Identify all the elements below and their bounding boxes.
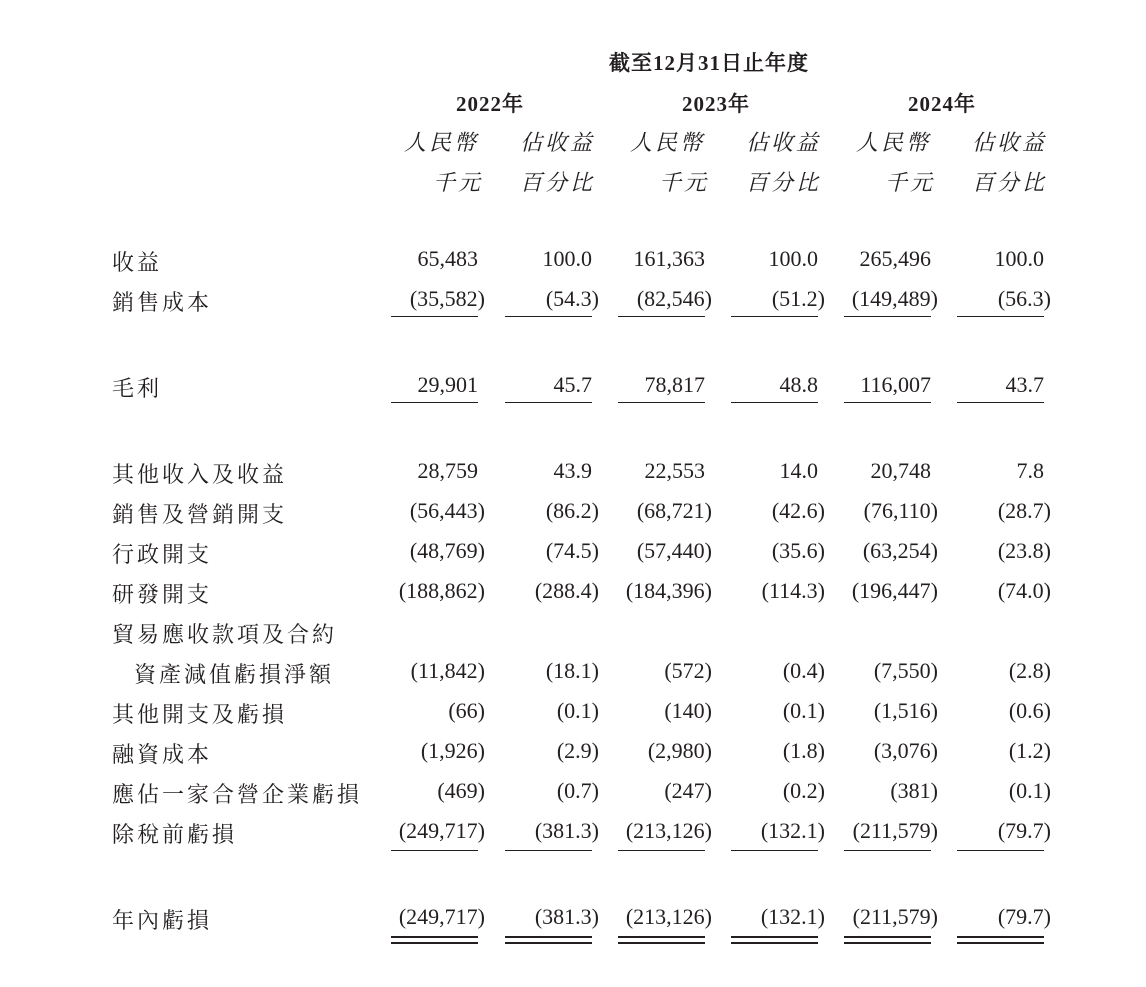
subheader-pct-2024: 佔收益 xyxy=(972,130,1048,155)
cell-other-expenses-col3: (140) xyxy=(664,698,712,723)
cell-cost-of-sales-col6: (56.3) xyxy=(997,286,1051,311)
cell-gross-profit-col4: 48.8 xyxy=(779,372,818,397)
cell-other-income-col1: 28,759 xyxy=(417,458,478,483)
double-underline-total xyxy=(957,936,1044,944)
underline-cost-of-sales xyxy=(618,316,705,317)
double-underline-total xyxy=(391,936,478,944)
cell-selling-expenses-col3: (68,721) xyxy=(636,498,712,523)
cell-impairment-net-col4: (0.4) xyxy=(782,658,825,683)
cell-other-expenses-col4: (0.1) xyxy=(782,698,825,723)
cell-loss-before-tax-col1: (249,717) xyxy=(398,818,485,843)
cell-rd-expenses-col5: (196,447) xyxy=(851,578,938,603)
subheader-currency-2022: 人民幣 xyxy=(404,130,480,155)
cell-impairment-net-col5: (7,550) xyxy=(873,658,938,683)
underline-loss-before-tax xyxy=(391,850,478,851)
cell-other-income-col3: 22,553 xyxy=(644,458,705,483)
underline-loss-before-tax xyxy=(505,850,592,851)
cell-impairment-net-col6: (2.8) xyxy=(1008,658,1051,683)
double-underline-total xyxy=(731,936,818,944)
underline-cost-of-sales xyxy=(957,316,1044,317)
subheader-percent-2024: 百分比 xyxy=(972,170,1048,195)
cell-loss-for-year-col6: (79.7) xyxy=(997,904,1051,929)
year-header-2024: 2024年 xyxy=(908,92,976,116)
cell-other-expenses-col1: (66) xyxy=(448,698,485,723)
cell-cost-of-sales-col4: (51.2) xyxy=(771,286,825,311)
cell-admin-expenses-col4: (35.6) xyxy=(771,538,825,563)
underline-cost-of-sales xyxy=(505,316,592,317)
subheader-unit-2022: 千元 xyxy=(433,170,484,195)
subheader-currency-2023: 人民幣 xyxy=(630,130,706,155)
cell-rd-expenses-col3: (184,396) xyxy=(625,578,712,603)
cell-other-income-col5: 20,748 xyxy=(870,458,931,483)
cell-selling-expenses-col2: (86.2) xyxy=(545,498,599,523)
cell-other-expenses-col5: (1,516) xyxy=(873,698,938,723)
cell-rd-expenses-col4: (114.3) xyxy=(761,578,825,603)
cell-selling-expenses-col1: (56,443) xyxy=(409,498,485,523)
cell-admin-expenses-col5: (63,254) xyxy=(862,538,938,563)
cell-admin-expenses-col2: (74.5) xyxy=(545,538,599,563)
row-label-selling-expenses: 銷售及營銷開支 xyxy=(112,502,288,527)
cell-gross-profit-col6: 43.7 xyxy=(1005,372,1044,397)
cell-jv-loss-col3: (247) xyxy=(664,778,712,803)
cell-loss-for-year-col5: (211,579) xyxy=(852,904,938,929)
subheader-pct-2023: 佔收益 xyxy=(746,130,822,155)
underline-gross-profit xyxy=(505,402,592,403)
cell-gross-profit-col3: 78,817 xyxy=(644,372,705,397)
cell-loss-before-tax-col3: (213,126) xyxy=(625,818,712,843)
underline-loss-before-tax xyxy=(618,850,705,851)
cell-rd-expenses-col6: (74.0) xyxy=(997,578,1051,603)
underline-gross-profit xyxy=(957,402,1044,403)
year-header-2023: 2023年 xyxy=(682,92,750,116)
subheader-unit-2024: 千元 xyxy=(885,170,936,195)
cell-impairment-net-col2: (18.1) xyxy=(545,658,599,683)
cell-gross-profit-col5: 116,007 xyxy=(860,372,931,397)
cell-revenue-col3: 161,363 xyxy=(633,246,705,271)
cell-revenue-col2: 100.0 xyxy=(542,246,592,271)
underline-gross-profit xyxy=(391,402,478,403)
double-underline-total xyxy=(618,936,705,944)
cell-admin-expenses-col6: (23.8) xyxy=(997,538,1051,563)
subheader-unit-2023: 千元 xyxy=(659,170,710,195)
cell-admin-expenses-col1: (48,769) xyxy=(409,538,485,563)
cell-loss-for-year-col2: (381.3) xyxy=(534,904,599,929)
row-label-loss-for-year: 年內虧損 xyxy=(112,908,213,933)
cell-selling-expenses-col4: (42.6) xyxy=(771,498,825,523)
cell-cost-of-sales-col1: (35,582) xyxy=(409,286,485,311)
cell-cost-of-sales-col3: (82,546) xyxy=(636,286,712,311)
cell-other-expenses-col6: (0.6) xyxy=(1008,698,1051,723)
cell-gross-profit-col1: 29,901 xyxy=(417,372,478,397)
subheader-currency-2024: 人民幣 xyxy=(856,130,932,155)
cell-selling-expenses-col6: (28.7) xyxy=(997,498,1051,523)
period-title: 截至12月31日止年度 xyxy=(609,51,809,75)
cell-jv-loss-col1: (469) xyxy=(437,778,485,803)
row-label-other-expenses: 其他開支及虧損 xyxy=(112,702,288,727)
cell-loss-before-tax-col2: (381.3) xyxy=(534,818,599,843)
cell-finance-costs-col1: (1,926) xyxy=(420,738,485,763)
cell-finance-costs-col5: (3,076) xyxy=(873,738,938,763)
row-label-impairment-net: 資產減值虧損淨額 xyxy=(134,662,335,687)
cell-admin-expenses-col3: (57,440) xyxy=(636,538,712,563)
cell-revenue-col6: 100.0 xyxy=(994,246,1044,271)
cell-loss-before-tax-col4: (132.1) xyxy=(760,818,825,843)
double-underline-total xyxy=(505,936,592,944)
double-underline-total xyxy=(844,936,931,944)
cell-finance-costs-col6: (1.2) xyxy=(1008,738,1051,763)
cell-revenue-col1: 65,483 xyxy=(417,246,478,271)
cell-other-income-col2: 43.9 xyxy=(553,458,592,483)
cell-impairment-net-col1: (11,842) xyxy=(410,658,485,683)
subheader-percent-2023: 百分比 xyxy=(746,170,822,195)
cell-cost-of-sales-col5: (149,489) xyxy=(851,286,938,311)
cell-jv-loss-col5: (381) xyxy=(890,778,938,803)
underline-loss-before-tax xyxy=(957,850,1044,851)
cell-jv-loss-col4: (0.2) xyxy=(782,778,825,803)
underline-gross-profit xyxy=(731,402,818,403)
cell-jv-loss-col6: (0.1) xyxy=(1008,778,1051,803)
cell-loss-before-tax-col6: (79.7) xyxy=(997,818,1051,843)
row-label-jv-loss: 應佔一家合營企業虧損 xyxy=(112,782,363,807)
underline-loss-before-tax xyxy=(731,850,818,851)
cell-revenue-col5: 265,496 xyxy=(859,246,931,271)
underline-loss-before-tax xyxy=(844,850,931,851)
row-label-loss-before-tax: 除稅前虧損 xyxy=(112,822,238,847)
cell-loss-for-year-col4: (132.1) xyxy=(760,904,825,929)
row-label-revenue: 收益 xyxy=(112,250,163,275)
cell-other-income-col6: 7.8 xyxy=(1016,458,1044,483)
cell-cost-of-sales-col2: (54.3) xyxy=(545,286,599,311)
row-label-cost-of-sales: 銷售成本 xyxy=(112,290,213,315)
underline-cost-of-sales xyxy=(844,316,931,317)
subheader-pct-2022: 佔收益 xyxy=(520,130,596,155)
row-label-gross-profit: 毛利 xyxy=(112,376,163,401)
cell-other-income-col4: 14.0 xyxy=(779,458,818,483)
underline-cost-of-sales xyxy=(391,316,478,317)
cell-other-expenses-col2: (0.1) xyxy=(556,698,599,723)
cell-impairment-net-col3: (572) xyxy=(664,658,712,683)
cell-finance-costs-col4: (1.8) xyxy=(782,738,825,763)
row-label-other-income: 其他收入及收益 xyxy=(112,462,288,487)
cell-gross-profit-col2: 45.7 xyxy=(553,372,592,397)
cell-jv-loss-col2: (0.7) xyxy=(556,778,599,803)
subheader-percent-2022: 百分比 xyxy=(520,170,596,195)
cell-finance-costs-col2: (2.9) xyxy=(556,738,599,763)
cell-rd-expenses-col1: (188,862) xyxy=(398,578,485,603)
underline-gross-profit xyxy=(844,402,931,403)
row-label-admin-expenses: 行政開支 xyxy=(112,542,213,567)
year-header-2022: 2022年 xyxy=(456,92,524,116)
cell-loss-for-year-col1: (249,717) xyxy=(398,904,485,929)
cell-loss-before-tax-col5: (211,579) xyxy=(852,818,938,843)
cell-loss-for-year-col3: (213,126) xyxy=(625,904,712,929)
underline-cost-of-sales xyxy=(731,316,818,317)
cell-selling-expenses-col5: (76,110) xyxy=(863,498,938,523)
row-label-finance-costs: 融資成本 xyxy=(112,742,213,767)
underline-gross-profit xyxy=(618,402,705,403)
cell-finance-costs-col3: (2,980) xyxy=(647,738,712,763)
row-label-impairment-label-line1: 貿易應收款項及合約 xyxy=(112,622,338,647)
cell-revenue-col4: 100.0 xyxy=(768,246,818,271)
cell-rd-expenses-col2: (288.4) xyxy=(534,578,599,603)
row-label-rd-expenses: 研發開支 xyxy=(112,582,213,607)
